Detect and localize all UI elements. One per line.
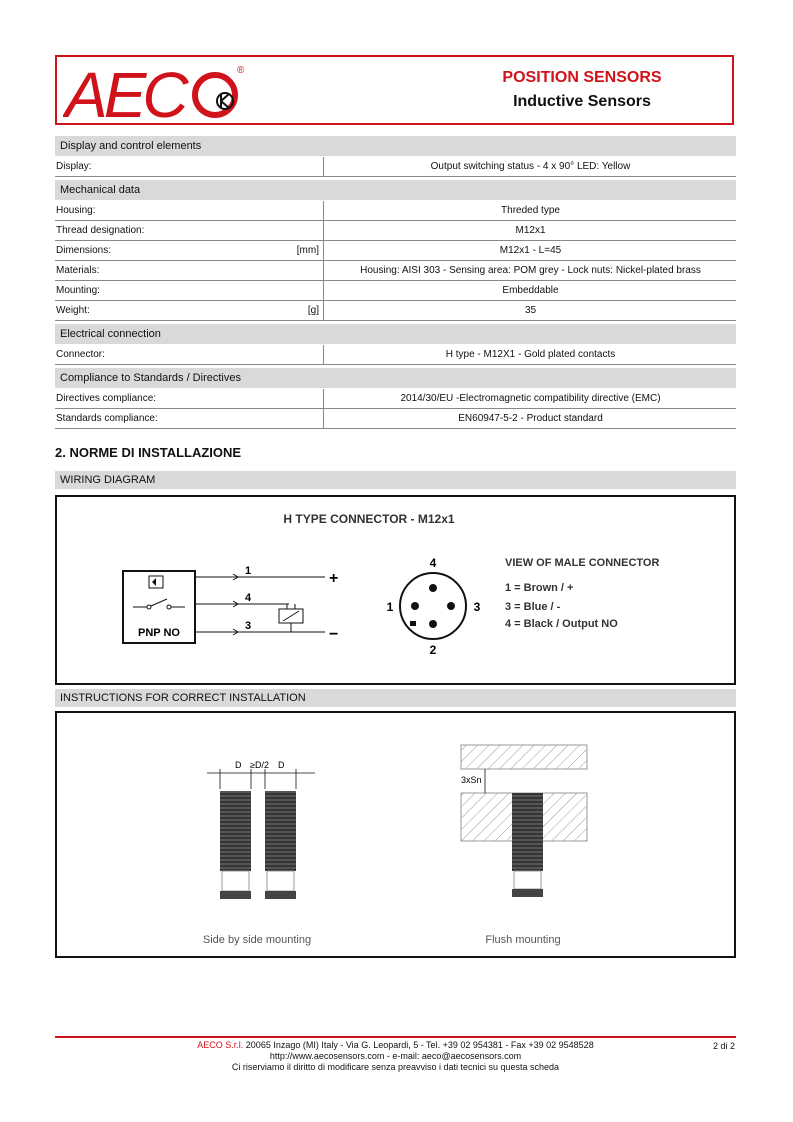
document-header <box>55 55 734 125</box>
conn-pin1: 1 <box>386 600 394 614</box>
device-label: PNP NO <box>138 627 180 639</box>
section-header-display: Display and control elements <box>55 136 736 156</box>
conn-pin4: 4 <box>429 556 437 570</box>
table-row <box>55 409 736 429</box>
footer-notice: Ci riserviamo il diritto di modificare senza preavviso i dati tecnici su questa scheda <box>231 1062 560 1072</box>
row-label: Weight: <box>56 305 90 316</box>
section-header-compliance: Compliance to Standards / Directives <box>55 368 736 388</box>
row-unit: [mm] <box>296 245 319 256</box>
table-row <box>55 261 736 281</box>
target-plate <box>461 745 587 769</box>
dim-d2-label: D <box>278 760 285 770</box>
row-value: H type - M12X1 - Gold plated contacts <box>445 349 616 360</box>
svg-text:AEC: AEC <box>65 61 185 123</box>
section-header-electrical: Electrical connection <box>55 324 736 344</box>
wiring-diagram-svg <box>57 497 734 683</box>
row-value: M12x1 - L=45 <box>499 245 562 256</box>
pin4-label: 4 <box>245 592 252 604</box>
table-row <box>55 157 736 177</box>
sensor-flush <box>512 793 543 871</box>
row-value: Embeddable <box>502 285 559 296</box>
minus-label: − <box>329 626 339 643</box>
row-value: 2014/30/EU -Electromagnetic compatibility directive (EMC) <box>400 393 661 404</box>
footer-web: http://www.aecosensors.com - e-mail: aeco@aecosensors.com <box>269 1051 522 1061</box>
table-row <box>55 221 736 241</box>
row-value: Output switching status - 4 x 90° LED: Yellow <box>430 161 631 172</box>
row-label: Standards compliance: <box>56 413 158 424</box>
row-label: Housing: <box>56 205 96 216</box>
table-row <box>55 281 736 301</box>
page-number: 2 di 2 <box>712 1041 735 1051</box>
legend-item: 4 = Black / Output NO <box>505 618 618 630</box>
wiring-diagram <box>55 495 736 685</box>
legend-item: 1 = Brown / + <box>505 582 574 594</box>
aeco-logo <box>63 61 253 123</box>
row-label: Dimensions: <box>56 245 112 256</box>
section-heading: 2. NORME DI INSTALLAZIONE <box>55 445 242 460</box>
footer-address <box>55 1040 736 1050</box>
switch-icon <box>151 599 167 606</box>
installation-diagram-svg <box>57 713 734 956</box>
row-value: EN60947-5-2 - Product standard <box>458 413 603 424</box>
instructions-bar: INSTRUCTIONS FOR CORRECT INSTALLATION <box>55 689 736 707</box>
row-value: M12x1 <box>515 225 546 236</box>
table-row <box>55 201 736 221</box>
page-title: POSITION SENSORS <box>502 69 662 86</box>
view-title: VIEW OF MALE CONNECTOR <box>505 557 660 569</box>
footer-divider <box>55 1036 736 1038</box>
plus-label: + <box>329 570 339 587</box>
table-row <box>55 241 736 261</box>
row-value: Threded type <box>501 205 560 216</box>
row-label: Directives compliance: <box>56 393 157 404</box>
footer-company: AECO S.r.l. <box>197 1040 244 1050</box>
sensor-right <box>265 791 296 871</box>
row-label: Mounting: <box>56 285 100 296</box>
dim-d-label: D <box>235 760 242 770</box>
table-row <box>55 301 736 321</box>
flush-caption: Flush mounting <box>485 934 561 946</box>
side-caption: Side by side mounting <box>202 934 312 946</box>
row-value: Housing: AISI 303 - Sensing area: POM grey - Lock nuts: Nickel-plated brass <box>360 265 701 276</box>
dim-3xsn-label: 3xSn <box>461 775 482 785</box>
row-label: Display: <box>56 161 92 172</box>
conn-pin3: 3 <box>473 600 481 614</box>
footer-address-text: 20065 Inzago (MI) Italy - Via G. Leopardi, 5 - Tel. +39 02 954381 - Fax +39 02 9548528 <box>243 1040 594 1050</box>
connector-title: H TYPE CONNECTOR - M12x1 <box>283 512 455 526</box>
pin1-label: 1 <box>245 565 252 577</box>
connector-icon <box>400 573 466 639</box>
table-row <box>55 389 736 409</box>
row-label: Connector: <box>56 349 105 360</box>
dim-half-label: ≥D/2 <box>250 760 269 770</box>
table-row <box>55 345 736 365</box>
sensor-left <box>220 791 251 871</box>
page-subtitle: Inductive Sensors <box>513 93 651 110</box>
conn-pin2: 2 <box>429 643 437 657</box>
installation-diagram <box>55 711 736 958</box>
row-unit: [g] <box>307 305 319 316</box>
wiring-diagram-bar: WIRING DIAGRAM <box>55 471 736 489</box>
row-label: Thread designation: <box>56 225 145 236</box>
legend-item: 3 = Blue / - <box>505 601 561 613</box>
registered-mark: ® <box>237 65 245 76</box>
pin3-label: 3 <box>245 620 252 632</box>
row-value: 35 <box>524 305 537 316</box>
row-label: Materials: <box>56 265 100 276</box>
section-header-mechanical: Mechanical data <box>55 180 736 200</box>
